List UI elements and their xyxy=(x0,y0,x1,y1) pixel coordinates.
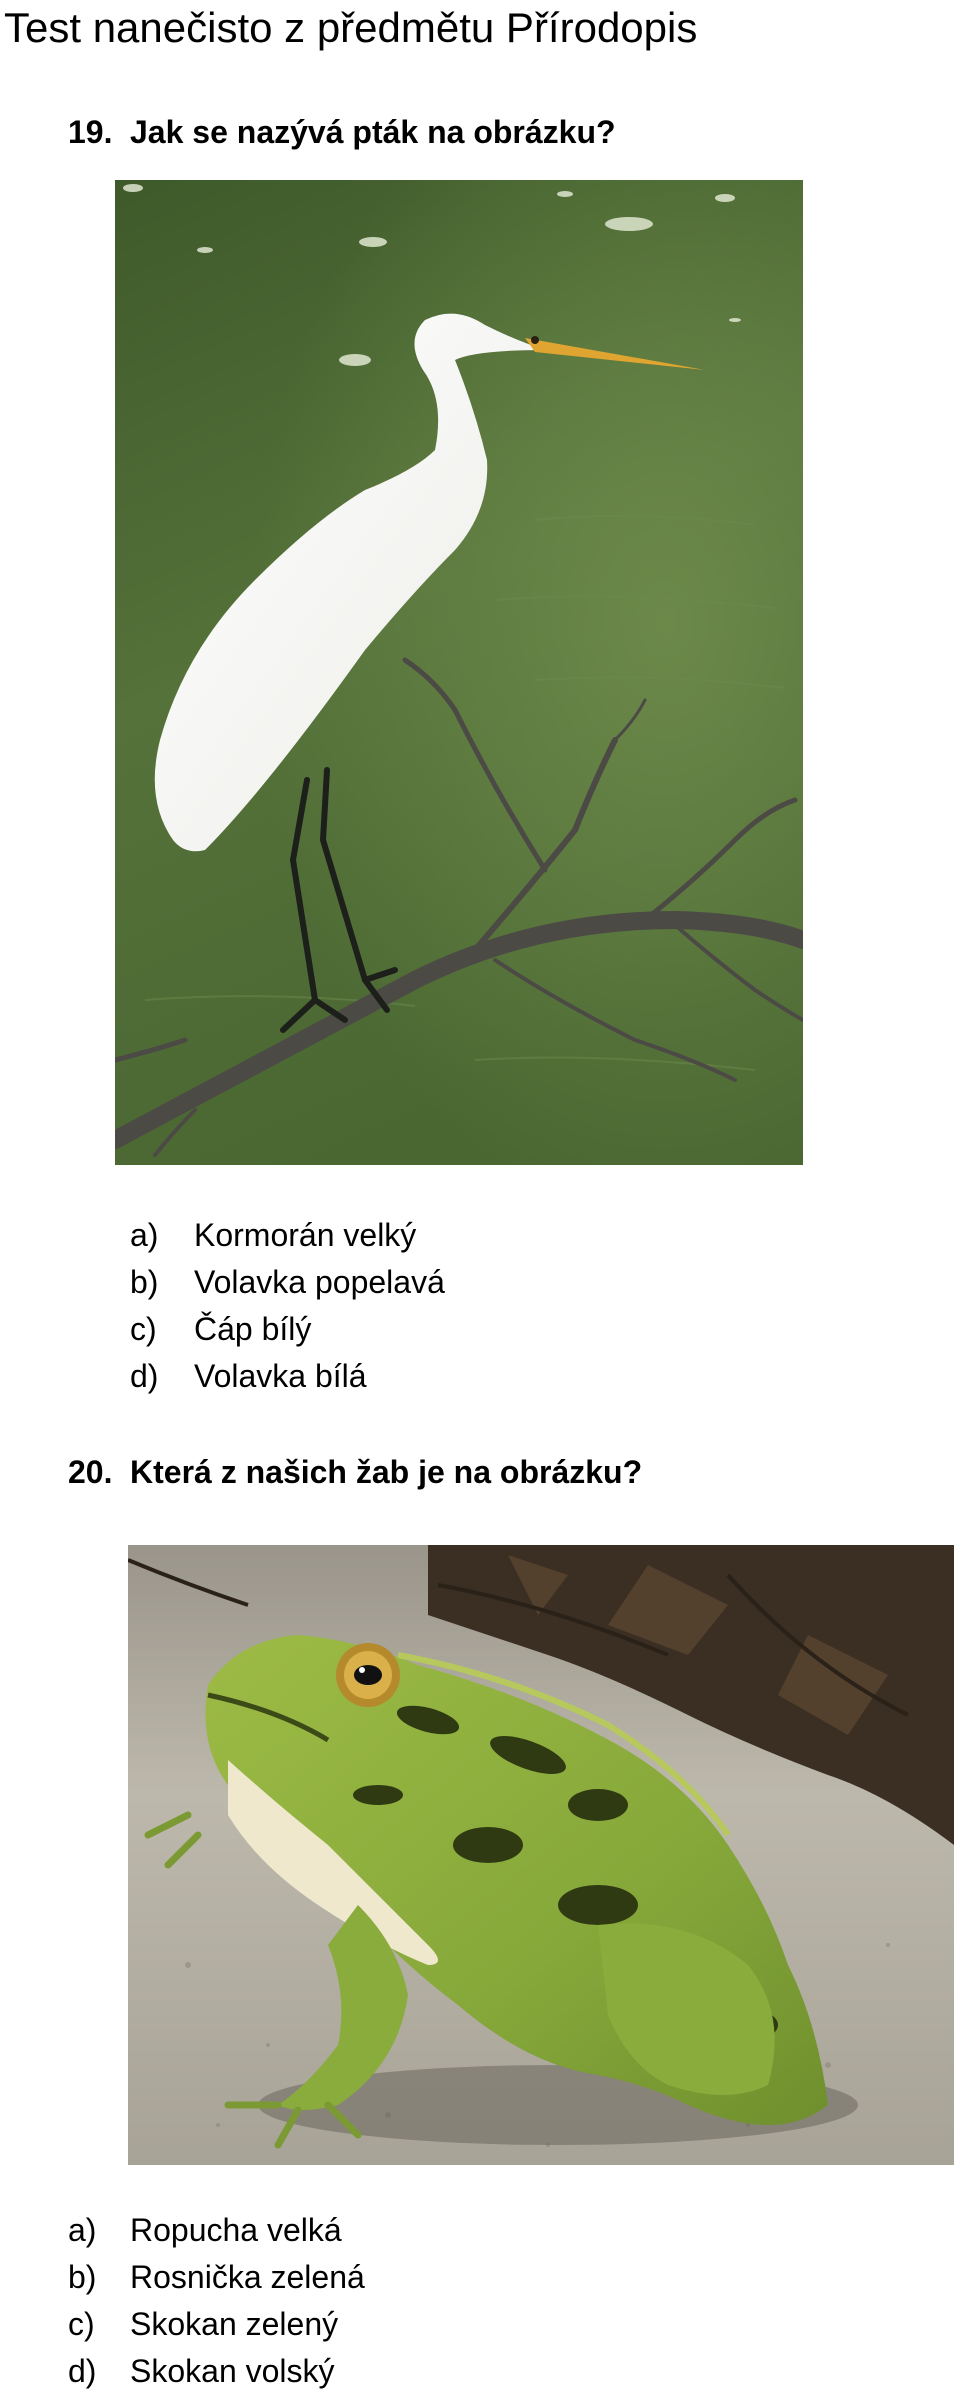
option-key: a) xyxy=(68,2212,97,2248)
question-19-options xyxy=(130,1212,445,1400)
option-key: d) xyxy=(130,1358,159,1394)
option-text: Čáp bílý xyxy=(194,1311,312,1347)
option-key: b) xyxy=(130,1264,159,1300)
option-key: d) xyxy=(68,2353,97,2389)
option-c xyxy=(68,2301,365,2348)
option-a xyxy=(68,2207,365,2254)
question-text: Jak se nazývá pták na obrázku? xyxy=(130,114,616,150)
option-c xyxy=(130,1306,445,1353)
option-text: Ropucha velká xyxy=(130,2212,342,2248)
option-key: c) xyxy=(68,2306,95,2342)
option-d xyxy=(130,1353,445,1400)
option-key: b) xyxy=(68,2259,97,2295)
option-text: Skokan zelený xyxy=(130,2306,339,2342)
option-a xyxy=(130,1212,445,1259)
frog-image xyxy=(128,1545,954,2165)
option-text: Rosnička zelená xyxy=(130,2259,365,2295)
question-number: 20. xyxy=(68,1454,113,1490)
option-text: Kormorán velký xyxy=(194,1217,417,1253)
option-text: Skokan volský xyxy=(130,2353,335,2389)
option-b xyxy=(130,1259,445,1306)
option-text: Volavka popelavá xyxy=(194,1264,445,1300)
option-key: a) xyxy=(130,1217,159,1253)
question-20-heading xyxy=(68,1454,642,1491)
frog-photo xyxy=(128,1545,954,2165)
option-key: c) xyxy=(130,1311,157,1347)
option-text: Volavka bílá xyxy=(194,1358,367,1394)
question-text: Která z našich žab je na obrázku? xyxy=(130,1454,643,1490)
egret-photo xyxy=(115,180,803,1165)
question-number: 19. xyxy=(68,114,113,150)
question-19-heading xyxy=(68,114,616,151)
egret-image xyxy=(115,180,803,1165)
option-b xyxy=(68,2254,365,2301)
option-d xyxy=(68,2348,365,2395)
question-20-options xyxy=(68,2207,365,2395)
page-title: Test nanečisto z předmětu Přírodopis xyxy=(4,4,698,51)
